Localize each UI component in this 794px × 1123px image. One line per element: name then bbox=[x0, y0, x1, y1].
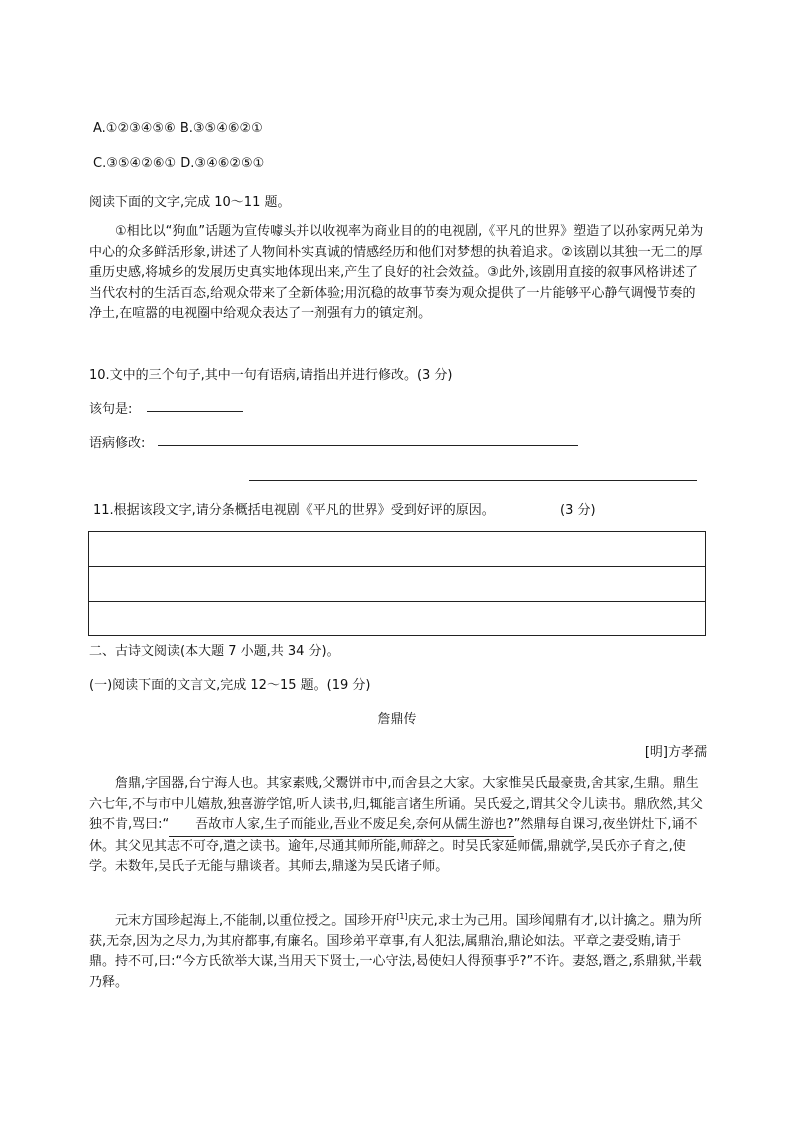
answer-row[interactable] bbox=[89, 602, 705, 636]
classical-p1-underlined: 吾故市人家,生子而能业,吾业不废足矣,奈何从儒生游也? bbox=[169, 815, 513, 837]
footnote-marker: [1] bbox=[396, 912, 408, 921]
section-2-subheading: (一)阅读下面的文言文,完成 12～15 题。(19 分) bbox=[89, 678, 371, 693]
question-10-sentence-blank[interactable] bbox=[147, 411, 243, 412]
answer-row[interactable] bbox=[89, 567, 705, 602]
question-10-prompt: 10.文中的三个句子,其中一句有语病,请指出并进行修改。(3 分) bbox=[89, 368, 453, 383]
question-11-score: (3 分) bbox=[560, 503, 596, 518]
question-11-answer-box[interactable] bbox=[88, 531, 706, 636]
classical-paragraph-2 bbox=[89, 907, 705, 993]
classical-p2-part2: 庆元,求士为己用。国珍闻鼎有才,以计擒之。鼎为所获,无奈,因为之尽力,为其府都事,有廉名。国珍弟平章事,有人犯法,属鼎治,鼎论如法。平章之妻受贿,请于鼎。持不可,曰:“今方氏欲举大谋,当用天下贤士,一心守法,曷使妇人得预事乎?”不许。妻怒,谮之,系鼎狱,半载乃释。 bbox=[89, 913, 702, 990]
classical-p2-part1: 元末方国珍起海上,不能制,以重位授之。国珍开府 bbox=[115, 913, 397, 929]
reading-passage: ①相比以“狗血”话题为宣传噱头并以收视率为商业目的的电视剧,《平凡的世界》塑造了以孙家两兄弟为中心的众多鲜活形象,讲述了人物间朴实真诚的情感经历和他们对梦想的执着追求。②该剧以其独一无二的厚重历史感,将城乡的发展历史真实地体现出来,产生了良好的社会效益。③此外,该剧用直接的叙事风格讲述了当代农村的生活百态,给观众带来了全新体验;用沉稳的故事节奏为观众提供了一片能够平心静气调慢节奏的净土,在喧嚣的电视圈中给观众表达了一剂强有力的镇定剂。 bbox=[89, 224, 704, 321]
answer-options-cd: C.③⑤④②⑥① D.③④⑥②⑤① bbox=[93, 156, 265, 171]
classical-p1-before: 詹鼎,字国器,台宁海人也。其家素贱,父鬻饼市中,而舍县之大家。大家惟吴氏最豪贵,舍其家,生鼎。鼎生六七年,不与市中儿嬉敖,独喜游学馆,听人读书,归,辄能言诸生所诵。吴氏爱之,谓其父令儿读书。鼎欣然,其父独不肯,骂曰:“ bbox=[89, 776, 703, 832]
classical-title: 詹鼎传 bbox=[377, 712, 417, 727]
answer-row[interactable] bbox=[89, 532, 705, 567]
classical-author: [明]方孝孺 bbox=[644, 745, 707, 760]
question-11-prompt: 11.根据该段文字,请分条概括电视剧《平凡的世界》受到好评的原因。 bbox=[93, 503, 495, 518]
section-2-heading: 二、古诗文阅读(本大题 7 小题,共 34 分)。 bbox=[89, 644, 340, 659]
reading-instruction: 阅读下面的文字,完成 10～11 题。 bbox=[89, 195, 291, 210]
classical-paragraph-1 bbox=[89, 774, 705, 878]
classical-p1-after: ”然鼎每自课习,夜坐饼灶下,诵不休。其父见其志不可夺,遣之读书。逾年,尽通其师所能,师辞之。时吴氏家延师儒,鼎就学,吴氏亦子育之,使学。未数年,吴氏子无能与鼎谈者。其师去,鼎遂为吴氏诸子师。 bbox=[89, 817, 698, 874]
question-10-fix-label: 语病修改: bbox=[89, 436, 146, 451]
question-10-sentence-label: 该句是: bbox=[89, 402, 133, 417]
question-10-fix-blank-2[interactable] bbox=[249, 480, 697, 481]
answer-options-ab: A.①②③④⑤⑥ B.③⑤④⑥②① bbox=[93, 121, 263, 136]
question-10-fix-blank[interactable] bbox=[158, 445, 578, 446]
